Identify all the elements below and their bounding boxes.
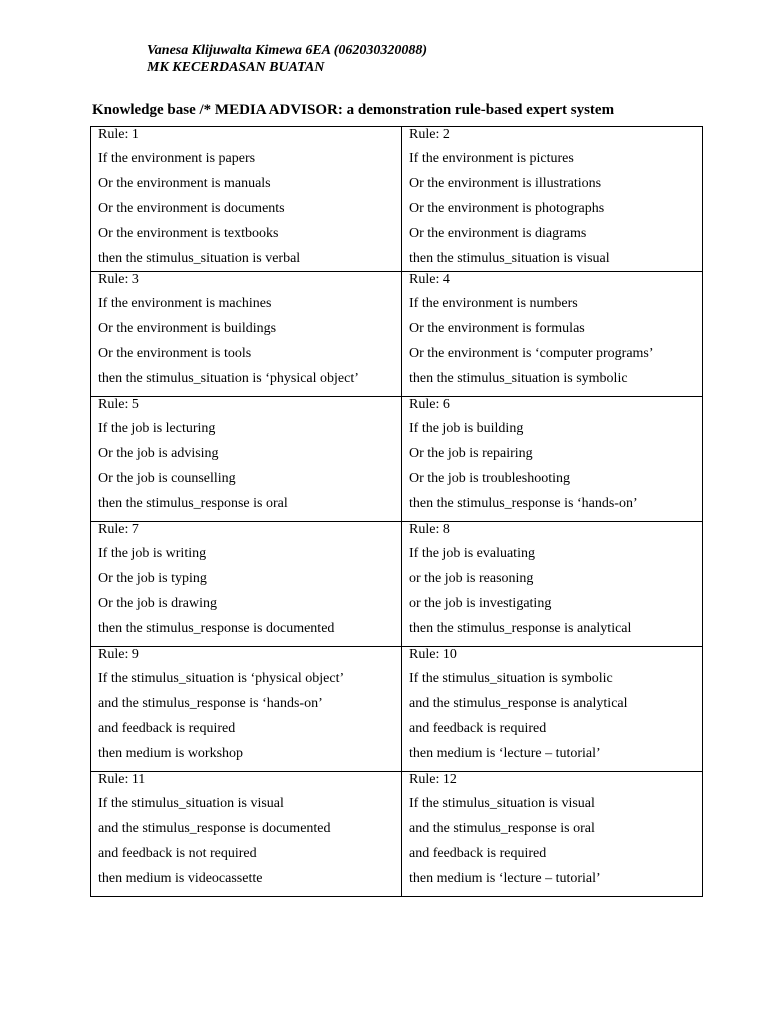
- course-line: MK KECERDASAN BUATAN: [147, 60, 325, 75]
- rule-line: then the stimulus_situation is ‘physical object’: [98, 371, 359, 386]
- rule-cell: [91, 522, 402, 647]
- rule-conditions: [98, 416, 395, 516]
- rule-line: Or the environment is manuals: [98, 176, 271, 191]
- rule-line: If the environment is numbers: [409, 296, 578, 311]
- rule-cell: [91, 397, 402, 522]
- rule-line: and feedback is required: [409, 721, 547, 736]
- rule-line: Or the job is counselling: [98, 471, 236, 486]
- rule-conditions: [98, 666, 395, 766]
- rule-line: or the job is investigating: [409, 596, 552, 611]
- rule-cell: [402, 772, 703, 897]
- rule-line: Or the environment is formulas: [409, 321, 585, 336]
- rule-line: then medium is videocassette: [98, 871, 263, 886]
- rule-line: If the stimulus_situation is visual: [98, 796, 284, 811]
- rule-line: Or the job is typing: [98, 571, 207, 586]
- rule-line: then medium is workshop: [98, 746, 244, 761]
- rule-row: [91, 397, 703, 522]
- rule-line: If the stimulus_situation is ‘physical object’: [98, 671, 345, 686]
- rule-cell: [402, 272, 703, 397]
- rule-conditions: [409, 791, 696, 891]
- rule-line: Or the environment is illustrations: [409, 176, 602, 191]
- rule-line: If the job is writing: [98, 546, 207, 561]
- rule-conditions: [409, 666, 696, 766]
- rule-line: If the environment is papers: [98, 151, 256, 166]
- rule-line: Or the environment is documents: [98, 201, 285, 216]
- rule-line: If the stimulus_situation is symbolic: [409, 671, 613, 686]
- rule-line: then the stimulus_response is oral: [98, 496, 288, 511]
- rule-title: Rule: 7: [98, 522, 139, 537]
- document-header: [147, 42, 427, 76]
- rule-title: Rule: 11: [98, 772, 146, 787]
- rule-conditions: [409, 291, 696, 391]
- rule-line: Or the environment is photographs: [409, 201, 605, 216]
- rule-cell: [402, 397, 703, 522]
- rule-line: then medium is ‘lecture – tutorial’: [409, 746, 601, 761]
- rule-line: and the stimulus_response is ‘hands-on’: [98, 696, 323, 711]
- rule-cell: [91, 772, 402, 897]
- rule-line: Or the job is repairing: [409, 446, 533, 461]
- rule-cell: [91, 272, 402, 397]
- rule-line: Or the environment is tools: [98, 346, 252, 361]
- rule-row: [91, 772, 703, 897]
- rule-cell: [91, 127, 402, 272]
- rule-title: Rule: 6: [409, 397, 450, 412]
- rule-line: If the environment is pictures: [409, 151, 574, 166]
- rule-line: and feedback is not required: [98, 846, 257, 861]
- rule-conditions: [409, 416, 696, 516]
- rule-line: If the stimulus_situation is visual: [409, 796, 595, 811]
- rule-line: and feedback is required: [409, 846, 547, 861]
- rule-conditions: [98, 541, 395, 641]
- rule-line: If the job is lecturing: [98, 421, 216, 436]
- rule-row: [91, 272, 703, 397]
- rule-cell: [402, 522, 703, 647]
- rule-title: Rule: 9: [98, 647, 139, 662]
- rule-cell: [402, 127, 703, 272]
- rule-line: If the job is evaluating: [409, 546, 535, 561]
- rule-line: Or the environment is textbooks: [98, 226, 279, 241]
- rule-row: [91, 647, 703, 772]
- rule-line: and the stimulus_response is documented: [98, 821, 331, 836]
- rule-line: then the stimulus_situation is verbal: [98, 251, 301, 266]
- rule-line: Or the environment is diagrams: [409, 226, 587, 241]
- rule-conditions: [98, 146, 395, 271]
- rule-line: If the job is building: [409, 421, 524, 436]
- rule-title: Rule: 8: [409, 522, 450, 537]
- rule-title: Rule: 1: [98, 127, 139, 142]
- rule-title: Rule: 3: [98, 272, 139, 287]
- rule-conditions: [409, 541, 696, 641]
- rule-conditions: [98, 791, 395, 891]
- rule-title: Rule: 2: [409, 127, 450, 142]
- rule-cell: [402, 647, 703, 772]
- rule-line: then the stimulus_situation is visual: [409, 251, 610, 266]
- rule-line: then the stimulus_response is analytical: [409, 621, 632, 636]
- rule-line: then medium is ‘lecture – tutorial’: [409, 871, 601, 886]
- rule-line: then the stimulus_response is ‘hands-on’: [409, 496, 638, 511]
- rule-line: and the stimulus_response is analytical: [409, 696, 628, 711]
- rule-title: Rule: 5: [98, 397, 139, 412]
- rule-row: [91, 127, 703, 272]
- rule-line: or the job is reasoning: [409, 571, 534, 586]
- rule-cell: [91, 647, 402, 772]
- rule-row: [91, 522, 703, 647]
- rule-title: Rule: 12: [409, 772, 457, 787]
- rules-table: [90, 126, 703, 897]
- rule-line: Or the environment is buildings: [98, 321, 277, 336]
- author-line: Vanesa Klijuwalta Kimewa 6EA (062030320088): [147, 43, 428, 58]
- page-title: Knowledge base /* MEDIA ADVISOR: a demonstration rule-based expert system: [92, 102, 615, 118]
- rule-line: If the environment is machines: [98, 296, 272, 311]
- rule-line: Or the job is troubleshooting: [409, 471, 570, 486]
- rule-line: Or the job is advising: [98, 446, 219, 461]
- rule-line: and the stimulus_response is oral: [409, 821, 595, 836]
- rule-title: Rule: 4: [409, 272, 450, 287]
- rule-line: and feedback is required: [98, 721, 236, 736]
- rule-conditions: [98, 291, 395, 391]
- rule-line: then the stimulus_response is documented: [98, 621, 335, 636]
- rule-line: Or the environment is ‘computer programs’: [409, 346, 654, 361]
- rule-conditions: [409, 146, 696, 271]
- rule-line: then the stimulus_situation is symbolic: [409, 371, 628, 386]
- rule-title: Rule: 10: [409, 647, 457, 662]
- rules-table-body: [91, 127, 703, 897]
- rule-line: Or the job is drawing: [98, 596, 217, 611]
